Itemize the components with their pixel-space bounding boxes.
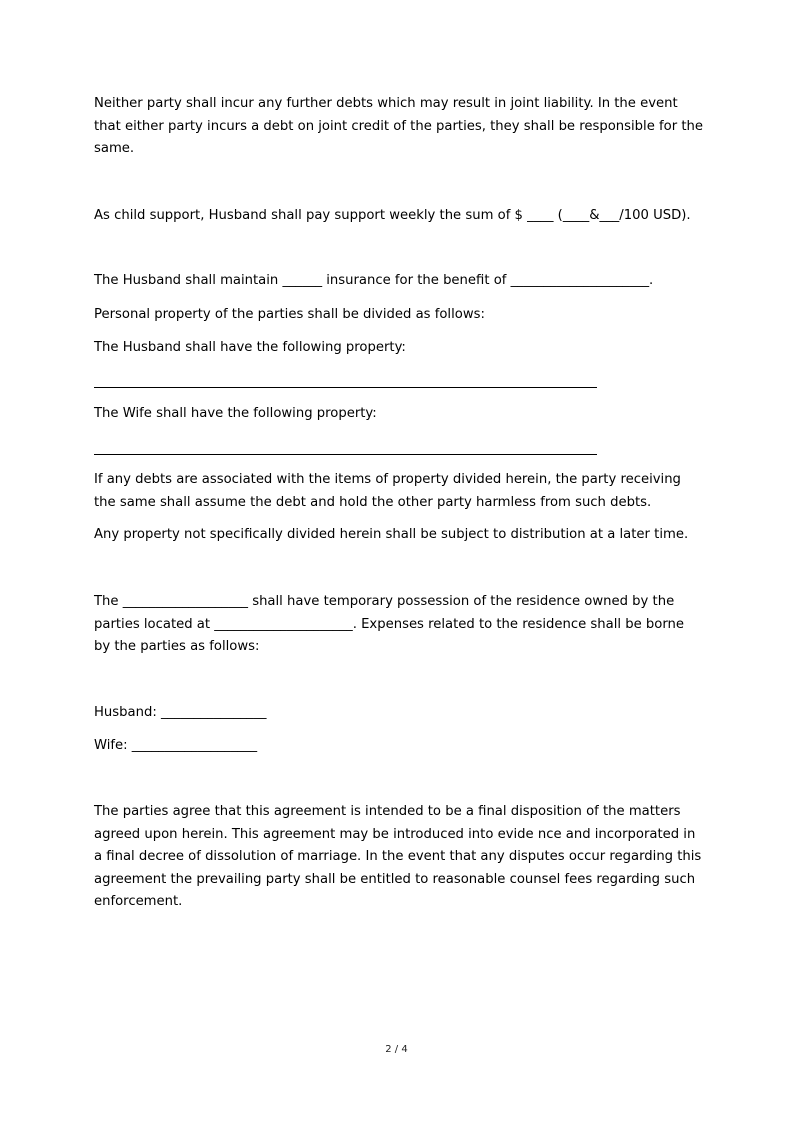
wife-property-heading: The Wife shall have the following property: [94, 406, 377, 421]
child-support-paragraph: As child support, Husband shall pay support weekly the sum of $ ____ (____&___/100 USD). [94, 208, 691, 223]
debts-paragraph: Neither party shall incur any further debts which may result in joint liability. In the event that either party incurs a debt on joint credit of the parties, they shall be responsible for the same. [94, 96, 703, 156]
wife-property-blank-line [94, 454, 597, 455]
husband-property-heading: The Husband shall have the following property: [94, 340, 406, 355]
page-number: 2 / 4 [385, 1044, 408, 1055]
husband-expense-line: Husband: ________________ [94, 705, 267, 720]
debts-on-property-paragraph: If any debts are associated with the items of property divided herein, the party receiving the same shall assume the debt and hold the other party harmless from such debts. [94, 472, 681, 510]
undivided-property-paragraph: Any property not specifically divided herein shall be subject to distribution at a later time. [94, 527, 689, 542]
personal-property-paragraph: Personal property of the parties shall be divided as follows: [94, 307, 485, 322]
insurance-paragraph: The Husband shall maintain ______ insurance for the benefit of _____________________. [94, 273, 654, 288]
husband-property-blank-line [94, 387, 597, 388]
final-disposition-paragraph: The parties agree that this agreement is intended to be a final disposition of the matters agreed upon herein. This agreement may be introduced into evide nce and incorporated in a final decree of dissolution of marriage. In the event that any disputes occur regarding this agreement the prevailing party shall be entitled to reasonable counsel fees regarding such enforcement. [94, 804, 702, 909]
residence-paragraph: The ___________________ shall have temporary possession of the residence owned by the parties located at _____________________. Expenses related to the residence shall be borne by the parties as follows: [94, 594, 685, 654]
wife-expense-line: Wife: ___________________ [94, 738, 258, 753]
